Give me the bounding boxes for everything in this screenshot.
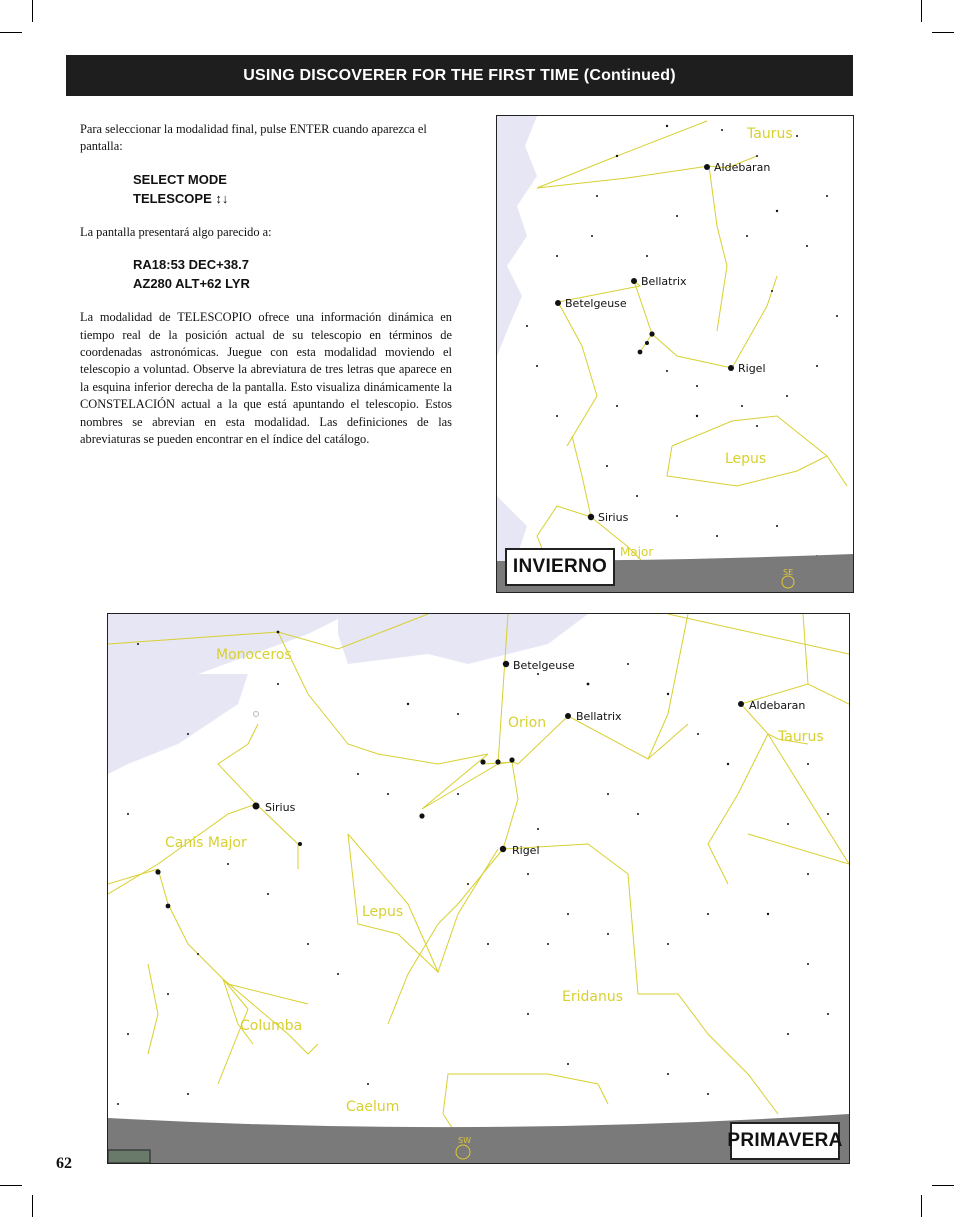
constellation-labels-winter — [620, 126, 839, 571]
crop-mark — [921, 0, 922, 22]
crop-mark — [921, 1195, 922, 1217]
body-text — [80, 121, 452, 448]
display-line: AZ280 ALT+62 LYR — [133, 276, 250, 292]
star-label-bellatrix: Bellatrix — [641, 275, 687, 288]
compass-direction: SE — [783, 568, 794, 577]
constellation-label-monoceros: Monoceros — [216, 647, 292, 663]
star-label-bellatrix: Bellatrix — [576, 710, 622, 723]
star-map-spring — [107, 613, 850, 1164]
star-label-rigel: Rigel — [738, 362, 766, 375]
compass-direction: SW — [458, 1136, 471, 1145]
section-title: USING DISCOVERER FOR THE FIRST TIME (Continued) — [243, 66, 676, 84]
paragraph-display: La pantalla presentará algo parecido a: — [80, 224, 272, 239]
star-label-rigel: Rigel — [512, 844, 540, 857]
star-label-sirius: Sirius — [598, 511, 629, 524]
constellation-label-caelum: Caelum — [346, 1099, 400, 1115]
star-label-betelgeuse: Betelgeuse — [565, 297, 627, 310]
season-label-spring — [727, 1122, 843, 1160]
display-line: TELESCOPE ↕↓ — [133, 190, 229, 206]
page-number: 62 — [56, 1155, 72, 1172]
constellation-labels-spring — [165, 647, 824, 1115]
star-label-aldebaran: Aldebaran — [749, 699, 806, 712]
constellation-label-eridanus: Eridanus — [562, 989, 623, 1005]
display-readout-1 — [133, 170, 452, 208]
star-label-sirius: Sirius — [265, 801, 296, 814]
constellation-label-taurus: Taurus — [778, 729, 824, 745]
display-readout-2 — [133, 255, 452, 293]
star-map-winter-canvas — [497, 116, 853, 592]
constellation-label-columba: Columba — [240, 1018, 303, 1034]
constellation-label-lepus: Lepus — [362, 904, 404, 920]
crop-mark — [32, 1195, 33, 1217]
display-line: SELECT MODE — [133, 171, 227, 187]
crop-mark — [0, 32, 22, 33]
crop-mark — [932, 32, 954, 33]
constellation-label-taurus: Taurus — [747, 126, 793, 142]
season-label-text: INVIERNO — [512, 556, 608, 577]
star-map-winter — [496, 115, 854, 593]
star-label-betelgeuse: Betelgeuse — [513, 659, 575, 672]
season-label-winter — [505, 548, 615, 586]
constellation-label-lepus: Lepus — [725, 451, 767, 467]
display-line: RA18:53 DEC+38.7 — [133, 257, 249, 273]
crop-mark — [932, 1185, 954, 1186]
constellation-label-orion: Orion — [508, 715, 547, 731]
star-label-aldebaran: Aldebaran — [714, 161, 771, 174]
season-label-text: PRIMAVERA — [727, 1130, 843, 1151]
paragraph-select-mode: Para seleccionar la modalidad final, pulse ENTER cuando aparezca el pantalla: — [80, 122, 427, 154]
crop-mark — [32, 0, 33, 22]
section-header — [66, 55, 853, 96]
crop-mark — [0, 1185, 22, 1186]
paragraph-telescope-mode: La modalidad de TELESCOPIO ofrece una información dinámica en tiempo real de la posición actual de su telescopio en términos de coordenadas astronómicas. Juegue con esta modalidad moviendo el telescopio a voluntad. Observe la abreviatura de tres letras que aparece en la esquina inferior derecha de la pantalla. Esto visualiza dinámicamente la CONSTELACIÓN actual a la que está apuntando el telescopio. Estos nombres se abrevian en esta modalidad. Las definiciones de las abreviaturas se pueden encontrar en el índice del catálogo. — [80, 310, 452, 447]
star-labels-spring — [265, 659, 805, 857]
constellation-label-major: Major — [620, 545, 654, 559]
constellation-label-canis-major: Canis Major — [165, 835, 247, 851]
star-map-spring-canvas — [108, 614, 849, 1163]
